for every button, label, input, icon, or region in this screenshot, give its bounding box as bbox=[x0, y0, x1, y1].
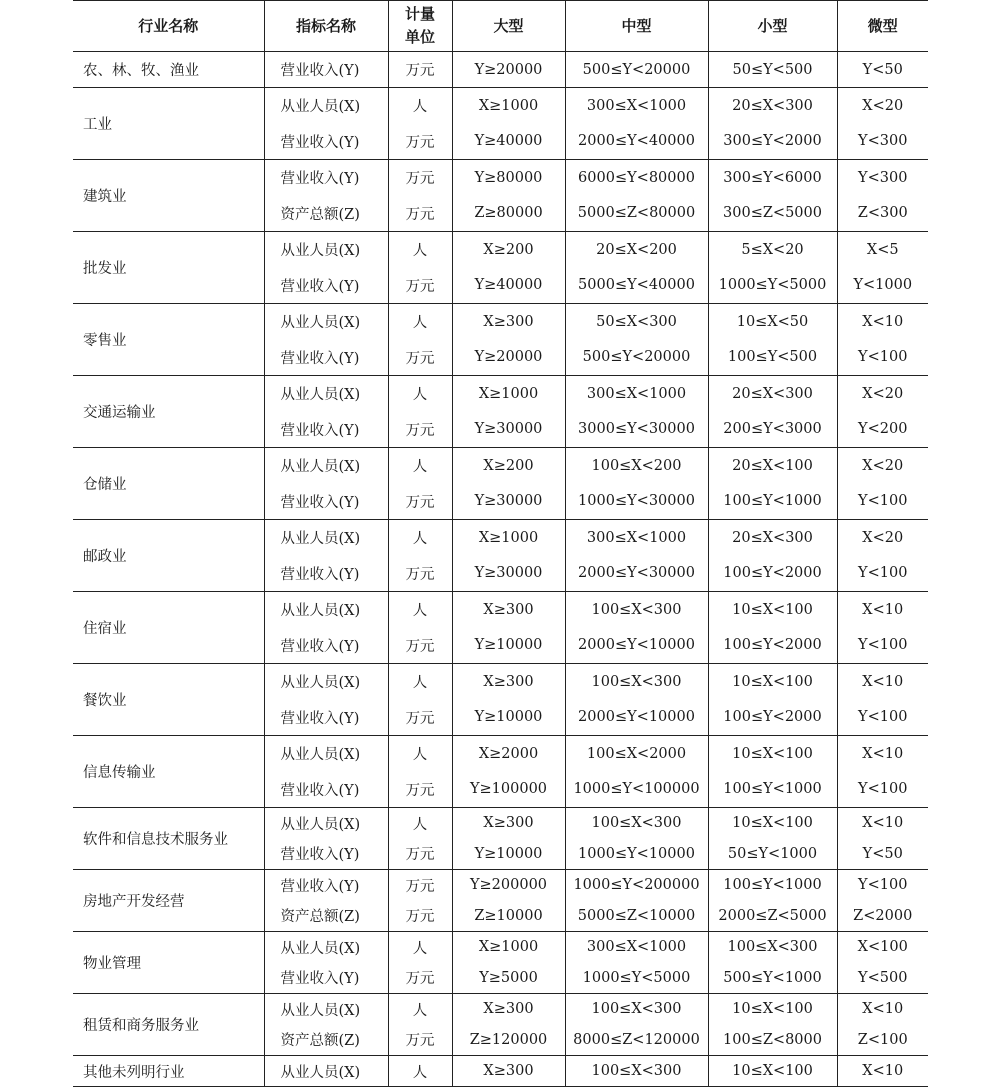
table-row bbox=[73, 376, 928, 412]
unit-cell: 人 bbox=[388, 994, 452, 1025]
large-threshold-cell: Y≥10000 bbox=[452, 839, 565, 870]
micro-threshold-cell: Y<100 bbox=[837, 556, 928, 592]
small-threshold-cell: 1000≤Y<5000 bbox=[708, 268, 837, 304]
header-industry: 行业名称 bbox=[73, 1, 264, 52]
unit-cell: 人 bbox=[388, 448, 452, 484]
unit-cell: 人 bbox=[388, 1056, 452, 1087]
metric-cell: 资产总额(Z) bbox=[264, 901, 388, 932]
medium-threshold-cell: 5000≤Z<80000 bbox=[565, 196, 708, 232]
medium-threshold-cell: 2000≤Y<30000 bbox=[565, 556, 708, 592]
unit-cell: 万元 bbox=[388, 160, 452, 196]
large-threshold-cell: X≥300 bbox=[452, 808, 565, 839]
table-row bbox=[73, 520, 928, 556]
table-row bbox=[73, 304, 928, 340]
table-row bbox=[73, 870, 928, 901]
industry-name-cell: 仓储业 bbox=[73, 448, 264, 520]
size-classification-table bbox=[73, 0, 928, 1087]
small-threshold-cell: 10≤X<100 bbox=[708, 592, 837, 628]
medium-threshold-cell: 100≤X<300 bbox=[565, 1056, 708, 1087]
metric-cell: 从业人员(X) bbox=[264, 664, 388, 700]
table-row bbox=[73, 160, 928, 196]
medium-threshold-cell: 100≤X<300 bbox=[565, 664, 708, 700]
metric-cell: 营业收入(Y) bbox=[264, 700, 388, 736]
small-threshold-cell: 300≤Z<5000 bbox=[708, 196, 837, 232]
header-unit-line2: 单位 bbox=[404, 28, 435, 46]
small-threshold-cell: 10≤X<100 bbox=[708, 994, 837, 1025]
metric-cell: 从业人员(X) bbox=[264, 1056, 388, 1087]
unit-cell: 万元 bbox=[388, 196, 452, 232]
micro-threshold-cell: Y<100 bbox=[837, 340, 928, 376]
metric-cell: 从业人员(X) bbox=[264, 592, 388, 628]
large-threshold-cell: X≥1000 bbox=[452, 376, 565, 412]
large-threshold-cell: X≥300 bbox=[452, 664, 565, 700]
medium-threshold-cell: 100≤X<300 bbox=[565, 994, 708, 1025]
small-threshold-cell: 20≤X<300 bbox=[708, 88, 837, 124]
micro-threshold-cell: Y<500 bbox=[837, 963, 928, 994]
large-threshold-cell: X≥200 bbox=[452, 448, 565, 484]
large-threshold-cell: Y≥30000 bbox=[452, 484, 565, 520]
metric-cell: 从业人员(X) bbox=[264, 304, 388, 340]
metric-cell: 从业人员(X) bbox=[264, 932, 388, 963]
large-threshold-cell: X≥300 bbox=[452, 304, 565, 340]
small-threshold-cell: 100≤X<300 bbox=[708, 932, 837, 963]
medium-threshold-cell: 100≤X<2000 bbox=[565, 736, 708, 772]
table-body bbox=[73, 52, 928, 1087]
industry-name-cell: 零售业 bbox=[73, 304, 264, 376]
small-threshold-cell: 20≤X<300 bbox=[708, 520, 837, 556]
micro-threshold-cell: X<10 bbox=[837, 592, 928, 628]
header-medium: 中型 bbox=[565, 1, 708, 52]
unit-cell: 万元 bbox=[388, 124, 452, 160]
metric-cell: 从业人员(X) bbox=[264, 808, 388, 839]
header-unit bbox=[388, 1, 452, 52]
small-threshold-cell: 5≤X<20 bbox=[708, 232, 837, 268]
micro-threshold-cell: Y<100 bbox=[837, 772, 928, 808]
micro-threshold-cell: Y<50 bbox=[837, 52, 928, 88]
large-threshold-cell: X≥1000 bbox=[452, 932, 565, 963]
micro-threshold-cell: X<10 bbox=[837, 664, 928, 700]
small-threshold-cell: 20≤X<300 bbox=[708, 376, 837, 412]
unit-cell: 人 bbox=[388, 808, 452, 839]
large-threshold-cell: Y≥40000 bbox=[452, 268, 565, 304]
small-threshold-cell: 10≤X<50 bbox=[708, 304, 837, 340]
medium-threshold-cell: 8000≤Z<120000 bbox=[565, 1025, 708, 1056]
large-threshold-cell: X≥1000 bbox=[452, 520, 565, 556]
small-threshold-cell: 100≤Y<2000 bbox=[708, 628, 837, 664]
unit-cell: 万元 bbox=[388, 268, 452, 304]
industry-name-cell: 工业 bbox=[73, 88, 264, 160]
large-threshold-cell: X≥200 bbox=[452, 232, 565, 268]
medium-threshold-cell: 5000≤Y<40000 bbox=[565, 268, 708, 304]
micro-threshold-cell: X<10 bbox=[837, 808, 928, 839]
large-threshold-cell: Y≥200000 bbox=[452, 870, 565, 901]
micro-threshold-cell: X<20 bbox=[837, 448, 928, 484]
unit-cell: 人 bbox=[388, 304, 452, 340]
medium-threshold-cell: 300≤X<1000 bbox=[565, 376, 708, 412]
small-threshold-cell: 100≤Y<1000 bbox=[708, 772, 837, 808]
unit-cell: 万元 bbox=[388, 52, 452, 88]
micro-threshold-cell: Y<100 bbox=[837, 484, 928, 520]
metric-cell: 从业人员(X) bbox=[264, 994, 388, 1025]
industry-name-cell: 邮政业 bbox=[73, 520, 264, 592]
industry-name-cell: 交通运输业 bbox=[73, 376, 264, 448]
industry-name-cell: 批发业 bbox=[73, 232, 264, 304]
medium-threshold-cell: 20≤X<200 bbox=[565, 232, 708, 268]
micro-threshold-cell: X<20 bbox=[837, 520, 928, 556]
table-row bbox=[73, 232, 928, 268]
large-threshold-cell: X≥1000 bbox=[452, 88, 565, 124]
unit-cell: 万元 bbox=[388, 412, 452, 448]
large-threshold-cell: Y≥20000 bbox=[452, 52, 565, 88]
large-threshold-cell: Y≥100000 bbox=[452, 772, 565, 808]
table-row bbox=[73, 932, 928, 963]
unit-cell: 万元 bbox=[388, 340, 452, 376]
header-metric: 指标名称 bbox=[264, 1, 388, 52]
metric-cell: 营业收入(Y) bbox=[264, 628, 388, 664]
medium-threshold-cell: 1000≤Y<10000 bbox=[565, 839, 708, 870]
metric-cell: 营业收入(Y) bbox=[264, 52, 388, 88]
small-threshold-cell: 100≤Y<500 bbox=[708, 340, 837, 376]
metric-cell: 营业收入(Y) bbox=[264, 556, 388, 592]
medium-threshold-cell: 2000≤Y<10000 bbox=[565, 628, 708, 664]
medium-threshold-cell: 1000≤Y<5000 bbox=[565, 963, 708, 994]
metric-cell: 营业收入(Y) bbox=[264, 484, 388, 520]
table-header-row bbox=[73, 1, 928, 52]
metric-cell: 从业人员(X) bbox=[264, 232, 388, 268]
unit-cell: 万元 bbox=[388, 1025, 452, 1056]
small-threshold-cell: 10≤X<100 bbox=[708, 664, 837, 700]
unit-cell: 万元 bbox=[388, 484, 452, 520]
unit-cell: 人 bbox=[388, 520, 452, 556]
table-row bbox=[73, 52, 928, 88]
micro-threshold-cell: Y<200 bbox=[837, 412, 928, 448]
industry-name-cell: 房地产开发经营 bbox=[73, 870, 264, 932]
micro-threshold-cell: X<5 bbox=[837, 232, 928, 268]
metric-cell: 营业收入(Y) bbox=[264, 124, 388, 160]
medium-threshold-cell: 100≤X<200 bbox=[565, 448, 708, 484]
small-threshold-cell: 300≤Y<2000 bbox=[708, 124, 837, 160]
micro-threshold-cell: Y<100 bbox=[837, 870, 928, 901]
medium-threshold-cell: 500≤Y<20000 bbox=[565, 52, 708, 88]
large-threshold-cell: Z≥10000 bbox=[452, 901, 565, 932]
large-threshold-cell: X≥2000 bbox=[452, 736, 565, 772]
medium-threshold-cell: 100≤X<300 bbox=[565, 808, 708, 839]
large-threshold-cell: X≥300 bbox=[452, 592, 565, 628]
metric-cell: 从业人员(X) bbox=[264, 736, 388, 772]
unit-cell: 万元 bbox=[388, 556, 452, 592]
metric-cell: 营业收入(Y) bbox=[264, 268, 388, 304]
metric-cell: 营业收入(Y) bbox=[264, 963, 388, 994]
small-threshold-cell: 50≤Y<500 bbox=[708, 52, 837, 88]
industry-name-cell: 物业管理 bbox=[73, 932, 264, 994]
micro-threshold-cell: Y<1000 bbox=[837, 268, 928, 304]
micro-threshold-cell: X<10 bbox=[837, 1056, 928, 1087]
industry-name-cell: 餐饮业 bbox=[73, 664, 264, 736]
medium-threshold-cell: 300≤X<1000 bbox=[565, 520, 708, 556]
large-threshold-cell: X≥300 bbox=[452, 994, 565, 1025]
large-threshold-cell: Y≥10000 bbox=[452, 700, 565, 736]
industry-name-cell: 租赁和商务服务业 bbox=[73, 994, 264, 1056]
industry-name-cell: 农、林、牧、渔业 bbox=[73, 52, 264, 88]
header-unit-line1: 计量 bbox=[404, 5, 435, 23]
unit-cell: 人 bbox=[388, 932, 452, 963]
medium-threshold-cell: 3000≤Y<30000 bbox=[565, 412, 708, 448]
industry-name-cell: 信息传输业 bbox=[73, 736, 264, 808]
micro-threshold-cell: Y<300 bbox=[837, 160, 928, 196]
micro-threshold-cell: X<20 bbox=[837, 376, 928, 412]
medium-threshold-cell: 2000≤Y<10000 bbox=[565, 700, 708, 736]
metric-cell: 营业收入(Y) bbox=[264, 340, 388, 376]
small-threshold-cell: 100≤Y<2000 bbox=[708, 700, 837, 736]
header-small: 小型 bbox=[708, 1, 837, 52]
metric-cell: 营业收入(Y) bbox=[264, 870, 388, 901]
metric-cell: 从业人员(X) bbox=[264, 448, 388, 484]
unit-cell: 人 bbox=[388, 232, 452, 268]
table-row bbox=[73, 1056, 928, 1087]
large-threshold-cell: Y≥40000 bbox=[452, 124, 565, 160]
small-threshold-cell: 300≤Y<6000 bbox=[708, 160, 837, 196]
small-threshold-cell: 50≤Y<1000 bbox=[708, 839, 837, 870]
micro-threshold-cell: Z<100 bbox=[837, 1025, 928, 1056]
metric-cell: 资产总额(Z) bbox=[264, 196, 388, 232]
unit-cell: 万元 bbox=[388, 839, 452, 870]
unit-cell: 人 bbox=[388, 664, 452, 700]
unit-cell: 人 bbox=[388, 88, 452, 124]
micro-threshold-cell: Y<50 bbox=[837, 839, 928, 870]
small-threshold-cell: 100≤Y<1000 bbox=[708, 870, 837, 901]
micro-threshold-cell: X<100 bbox=[837, 932, 928, 963]
small-threshold-cell: 10≤X<100 bbox=[708, 1056, 837, 1087]
small-threshold-cell: 2000≤Z<5000 bbox=[708, 901, 837, 932]
micro-threshold-cell: X<20 bbox=[837, 88, 928, 124]
medium-threshold-cell: 500≤Y<20000 bbox=[565, 340, 708, 376]
medium-threshold-cell: 300≤X<1000 bbox=[565, 932, 708, 963]
large-threshold-cell: Y≥10000 bbox=[452, 628, 565, 664]
header-micro: 微型 bbox=[837, 1, 928, 52]
metric-cell: 营业收入(Y) bbox=[264, 772, 388, 808]
medium-threshold-cell: 2000≤Y<40000 bbox=[565, 124, 708, 160]
medium-threshold-cell: 1000≤Y<30000 bbox=[565, 484, 708, 520]
large-threshold-cell: Y≥30000 bbox=[452, 556, 565, 592]
micro-threshold-cell: Y<300 bbox=[837, 124, 928, 160]
unit-cell: 人 bbox=[388, 736, 452, 772]
micro-threshold-cell: X<10 bbox=[837, 304, 928, 340]
unit-cell: 万元 bbox=[388, 870, 452, 901]
metric-cell: 从业人员(X) bbox=[264, 376, 388, 412]
unit-cell: 万元 bbox=[388, 901, 452, 932]
metric-cell: 从业人员(X) bbox=[264, 520, 388, 556]
large-threshold-cell: Y≥30000 bbox=[452, 412, 565, 448]
large-threshold-cell: Y≥20000 bbox=[452, 340, 565, 376]
table-row bbox=[73, 994, 928, 1025]
table-row bbox=[73, 448, 928, 484]
header-large: 大型 bbox=[452, 1, 565, 52]
metric-cell: 营业收入(Y) bbox=[264, 160, 388, 196]
micro-threshold-cell: Z<300 bbox=[837, 196, 928, 232]
micro-threshold-cell: X<10 bbox=[837, 994, 928, 1025]
metric-cell: 营业收入(Y) bbox=[264, 412, 388, 448]
large-threshold-cell: X≥300 bbox=[452, 1056, 565, 1087]
table-row bbox=[73, 808, 928, 839]
large-threshold-cell: Z≥80000 bbox=[452, 196, 565, 232]
table-row bbox=[73, 88, 928, 124]
small-threshold-cell: 10≤X<100 bbox=[708, 736, 837, 772]
small-threshold-cell: 20≤X<100 bbox=[708, 448, 837, 484]
unit-cell: 万元 bbox=[388, 628, 452, 664]
large-threshold-cell: Y≥80000 bbox=[452, 160, 565, 196]
medium-threshold-cell: 1000≤Y<100000 bbox=[565, 772, 708, 808]
medium-threshold-cell: 50≤X<300 bbox=[565, 304, 708, 340]
unit-cell: 人 bbox=[388, 592, 452, 628]
unit-cell: 万元 bbox=[388, 700, 452, 736]
large-threshold-cell: Z≥120000 bbox=[452, 1025, 565, 1056]
table-row bbox=[73, 592, 928, 628]
unit-cell: 人 bbox=[388, 376, 452, 412]
micro-threshold-cell: Y<100 bbox=[837, 628, 928, 664]
medium-threshold-cell: 100≤X<300 bbox=[565, 592, 708, 628]
medium-threshold-cell: 1000≤Y<200000 bbox=[565, 870, 708, 901]
medium-threshold-cell: 300≤X<1000 bbox=[565, 88, 708, 124]
small-threshold-cell: 200≤Y<3000 bbox=[708, 412, 837, 448]
industry-name-cell: 建筑业 bbox=[73, 160, 264, 232]
small-threshold-cell: 100≤Y<2000 bbox=[708, 556, 837, 592]
unit-cell: 万元 bbox=[388, 963, 452, 994]
metric-cell: 资产总额(Z) bbox=[264, 1025, 388, 1056]
industry-name-cell: 住宿业 bbox=[73, 592, 264, 664]
unit-cell: 万元 bbox=[388, 772, 452, 808]
industry-name-cell: 软件和信息技术服务业 bbox=[73, 808, 264, 870]
metric-cell: 营业收入(Y) bbox=[264, 839, 388, 870]
micro-threshold-cell: X<10 bbox=[837, 736, 928, 772]
micro-threshold-cell: Z<2000 bbox=[837, 901, 928, 932]
small-threshold-cell: 100≤Y<1000 bbox=[708, 484, 837, 520]
small-threshold-cell: 100≤Z<8000 bbox=[708, 1025, 837, 1056]
small-threshold-cell: 10≤X<100 bbox=[708, 808, 837, 839]
table-row bbox=[73, 664, 928, 700]
industry-name-cell: 其他未列明行业 bbox=[73, 1056, 264, 1087]
medium-threshold-cell: 5000≤Z<10000 bbox=[565, 901, 708, 932]
micro-threshold-cell: Y<100 bbox=[837, 700, 928, 736]
table-row bbox=[73, 736, 928, 772]
small-threshold-cell: 500≤Y<1000 bbox=[708, 963, 837, 994]
metric-cell: 从业人员(X) bbox=[264, 88, 388, 124]
medium-threshold-cell: 6000≤Y<80000 bbox=[565, 160, 708, 196]
large-threshold-cell: Y≥5000 bbox=[452, 963, 565, 994]
